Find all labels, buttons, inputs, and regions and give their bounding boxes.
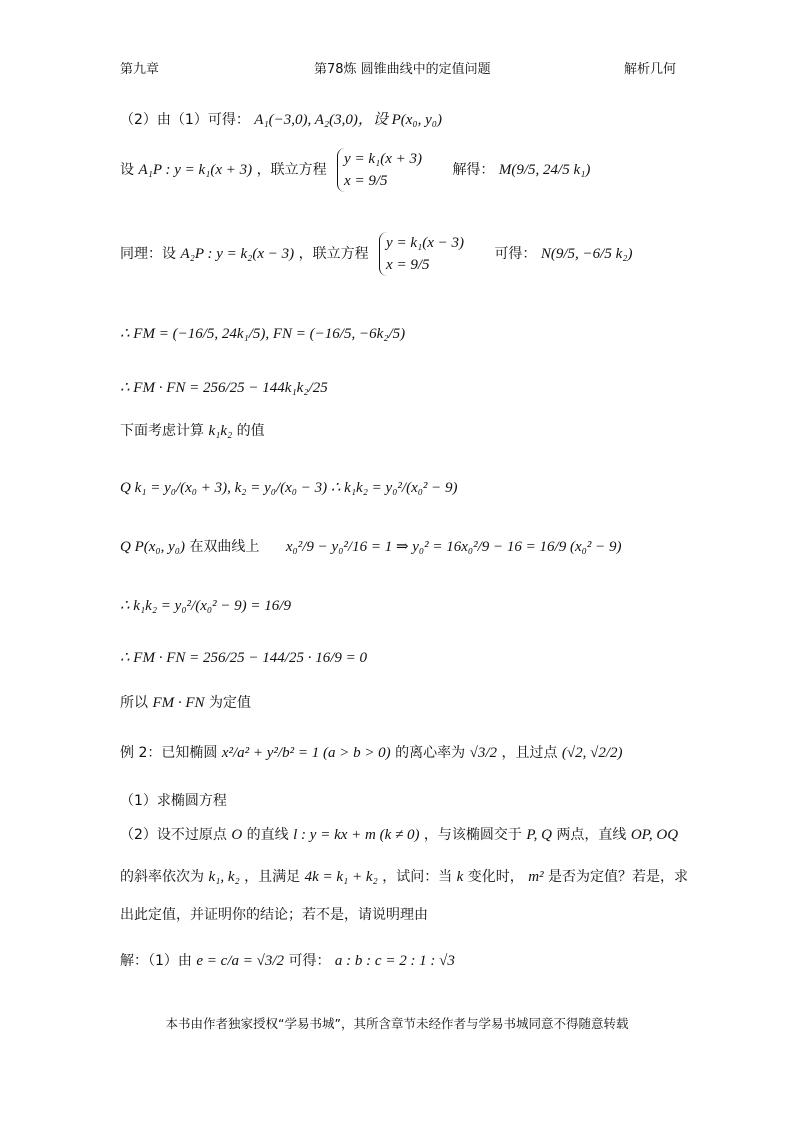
l3-sys-row-2: x = 9/5 xyxy=(386,257,430,273)
l5-math: ∴ FM · FN = 256/25 − 144k₁k₂/25 xyxy=(120,380,328,396)
line-9 xyxy=(120,596,291,615)
l16-text: 出此定值，并证明你的结论；若不是，请说明理由 xyxy=(120,907,428,923)
l17-text-b: 可得： xyxy=(288,953,331,969)
l12-math-a: x²/a² + y²/b² = 1 (a > b > 0) xyxy=(221,745,391,761)
l6-math: k₁k₂ xyxy=(208,423,233,439)
l2-text-a: 设 xyxy=(120,162,134,178)
l1-math: A₁(−3,0), A₂(3,0)，设 P(x₀, y₀) xyxy=(254,112,443,128)
l2-text-c: 解得： xyxy=(452,162,495,178)
line-7 xyxy=(120,478,458,497)
l2-text-b: ，联立方程 xyxy=(256,162,327,178)
page-footer: 本书由作者独家授权“学易书城”，其所含章节未经作者与学易书城同意不得随意转载 xyxy=(165,1016,629,1031)
l15-text-e: 是否为定值？若是，求 xyxy=(548,869,689,885)
l12-text-a: 例 2：已知椭圆 xyxy=(120,745,218,761)
header-chapter: 第九章 xyxy=(120,62,160,77)
l14-math-a: O xyxy=(231,827,243,843)
l2-sys-row-1: y = k₁(x + 3) xyxy=(344,151,422,167)
line-13 xyxy=(120,790,227,810)
line-1 xyxy=(120,108,442,129)
l14-math-c: P, Q xyxy=(526,827,552,843)
l3-math-a: A₂P : y = k₂(x − 3) xyxy=(180,246,295,262)
l3-sys-row-1: y = k₁(x − 3) xyxy=(386,235,464,251)
l17-math-b: a : b : c = 2 : 1 : √3 xyxy=(334,953,455,969)
line-5 xyxy=(120,378,328,397)
l2-sys-row-2: x = 9/5 xyxy=(344,173,388,189)
line-17 xyxy=(120,950,455,970)
l14-math-d: OP, OQ xyxy=(630,827,679,843)
l15-math-b: 4k = k₁ + k₂ xyxy=(304,869,378,885)
l12-math-b: √3/2 xyxy=(469,745,497,761)
l8-text: 在双曲线上 xyxy=(189,539,260,555)
line-3 xyxy=(120,232,632,276)
l11-text-a: 所以 xyxy=(120,695,148,711)
l14-math-b: l : y = kx + m (k ≠ 0) xyxy=(293,827,420,843)
l15-text-a: 的斜率依次为 xyxy=(120,869,204,885)
l3-text-a: 同理：设 xyxy=(120,246,176,262)
l2-math-c: M(9/5, 24/5 k₁) xyxy=(498,162,591,178)
l13-text: （1）求椭圆方程 xyxy=(120,793,227,809)
l14-text-d: 两点，直线 xyxy=(556,827,627,843)
l12-text-c: ，且过点 xyxy=(501,745,558,761)
l10-math: ∴ FM · FN = 256/25 − 144/25 · 16/9 = 0 xyxy=(120,650,367,666)
line-6 xyxy=(120,420,265,440)
line-2 xyxy=(120,148,590,192)
l15-text-c: ，试问：当 xyxy=(382,869,453,885)
l17-math-a: e = c/a = √3/2 xyxy=(196,953,285,969)
l11-text-b: 为定值 xyxy=(208,695,251,711)
l3-text-c: 可得： xyxy=(494,246,537,262)
l1-text: （2）由（1）可得： xyxy=(120,112,250,128)
l11-math: FM · FN xyxy=(152,695,205,711)
line-11 xyxy=(120,692,251,712)
l15-text-d: 变化时， xyxy=(467,869,524,885)
l17-text-a: 解：（1）由 xyxy=(120,953,192,969)
l15-math-a: k₁, k₂ xyxy=(208,869,240,885)
l2-equation-system xyxy=(337,148,422,192)
l3-math-c: N(9/5, −6/5 k₂) xyxy=(540,246,633,262)
l2-math-a: A₁P : y = k₁(x + 3) xyxy=(138,162,253,178)
l15-text-b: ，且满足 xyxy=(244,869,301,885)
l15-math-c: k xyxy=(456,869,464,885)
line-14 xyxy=(120,824,678,844)
l12-math-c: (√2, √2/2) xyxy=(561,745,623,761)
l8-math-b: x₀²/9 − y₀²/16 = 1 ⇒ y₀² = 16x₀²/9 − 16 = 16/9 (x₀² − 9) xyxy=(285,539,622,555)
l9-math: ∴ k₁k₂ = y₀²/(x₀² − 9) = 16/9 xyxy=(120,598,291,614)
l4-math: ∴ FM = (−16/5, 24k₁/5), FN = (−16/5, −6k₂/5) xyxy=(120,326,406,342)
line-4 xyxy=(120,324,405,343)
header-section: 解析几何 xyxy=(624,62,677,77)
header-title: 第78炼 圆锥曲线中的定值问题 xyxy=(314,62,491,77)
l15-math-d: m² xyxy=(528,869,544,885)
line-15 xyxy=(120,866,688,886)
l12-text-b: 的离心率为 xyxy=(395,745,466,761)
l14-text-b: 的直线 xyxy=(246,827,289,843)
line-16 xyxy=(120,904,428,924)
l7-math: Q k₁ = y₀/(x₀ + 3), k₂ = y₀/(x₀ − 3) ∴ k₁k₂ = y₀²/(x₀² − 9) xyxy=(120,480,458,496)
line-12 xyxy=(120,742,623,762)
l6-text-b: 的值 xyxy=(236,423,265,439)
l8-math-a: Q P(x₀, y₀) xyxy=(120,539,185,555)
l14-text-c: ，与该椭圆交于 xyxy=(423,827,522,843)
l3-text-b: ，联立方程 xyxy=(298,246,369,262)
l14-text-a: （2）设不过原点 xyxy=(120,827,227,843)
line-10 xyxy=(120,648,367,667)
l3-equation-system xyxy=(379,232,464,276)
l6-text: 下面考虑计算 xyxy=(120,423,204,439)
line-8 xyxy=(120,536,621,556)
